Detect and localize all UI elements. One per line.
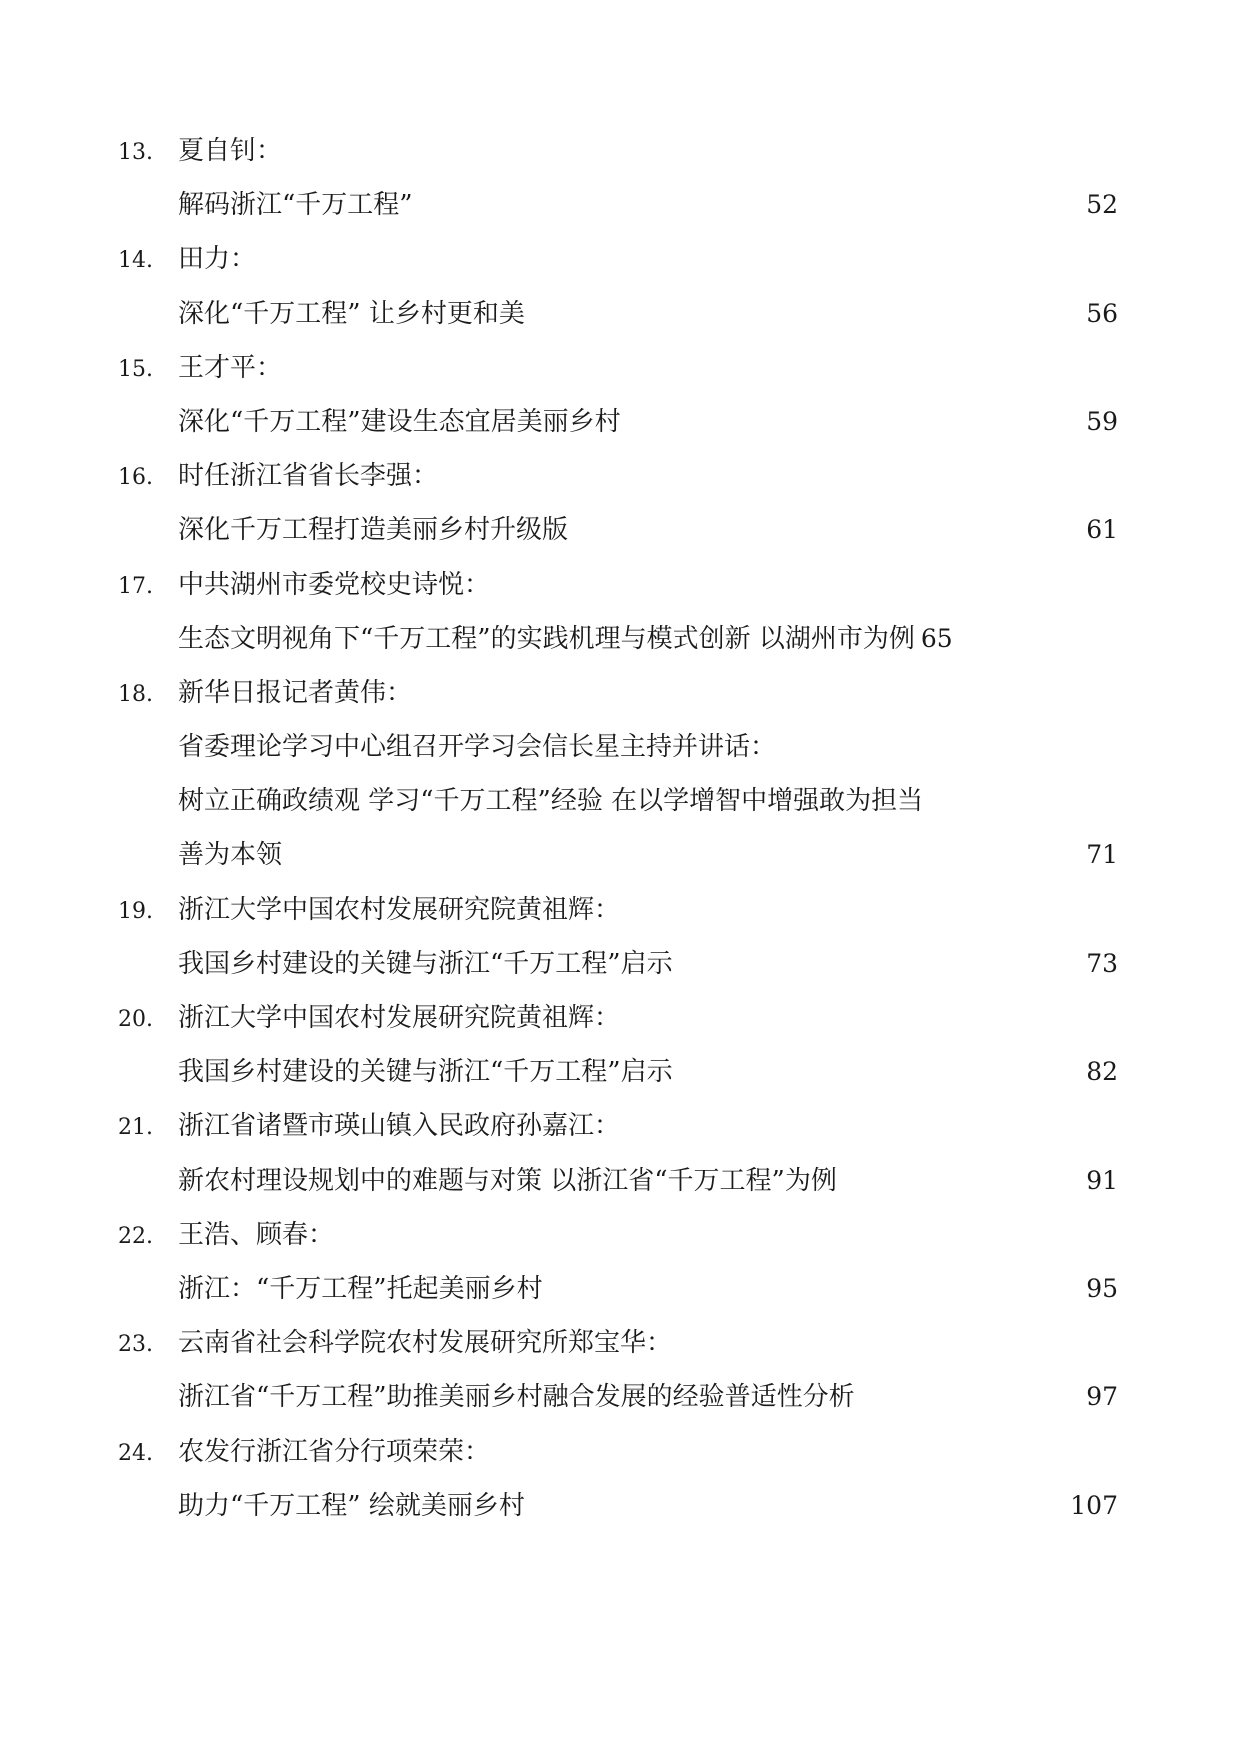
toc-entry-heading <box>118 1208 1118 1262</box>
toc-entry <box>118 1208 1118 1316</box>
toc-entry-title-line <box>118 1045 1118 1099</box>
toc-entry-number: 20. <box>118 1007 153 1032</box>
toc-entry-title-line <box>118 612 1118 666</box>
toc-entry-heading <box>118 1425 1118 1479</box>
toc-entry-title: 善为本领 <box>178 840 283 871</box>
toc-entry-title: 省委理论学习中心组召开学习会信长星主持并讲话： <box>178 732 777 763</box>
toc-entry-number: 13. <box>118 140 153 165</box>
toc-entry-title: 我国乡村建设的关键与浙江“千万工程”启示 <box>178 948 673 979</box>
toc-entry-title: 树立正确政绩观 学习“千万工程”经验 在以学增智中增强敢为担当 <box>178 786 924 817</box>
toc-entry-author: 王才平： <box>178 352 283 383</box>
toc-entry-number: 23. <box>118 1332 153 1358</box>
toc-entry-title: 深化千万工程打造美丽乡村升级版 <box>178 515 569 546</box>
toc-entry <box>118 666 1118 883</box>
toc-entry <box>118 341 1118 449</box>
toc-entry-author: 农发行浙江省分行项荣荣： <box>178 1436 491 1467</box>
toc-entry-number: 19. <box>118 898 153 924</box>
toc-entry-title-line <box>118 937 1118 991</box>
toc-entry-page-number: 56 <box>1086 298 1118 328</box>
toc-entry-author: 云南省社会科学院农村发展研究所郑宝华： <box>178 1328 673 1359</box>
toc-entry-number: 16. <box>118 465 153 491</box>
toc-entry-author: 夏自钊： <box>178 136 283 166</box>
toc-entry-number: 21. <box>118 1115 153 1141</box>
toc-entry <box>118 1099 1118 1207</box>
toc-entry-heading <box>118 1316 1118 1370</box>
toc-entry-number: 17. <box>118 573 153 599</box>
toc-entry <box>118 232 1118 340</box>
toc-entry-heading <box>118 124 1118 178</box>
toc-entry-number: 15. <box>118 356 153 382</box>
toc-entry-heading <box>118 991 1118 1045</box>
toc-entry <box>118 124 1118 232</box>
toc-entry-heading <box>118 1099 1118 1153</box>
toc-entry-title-line <box>118 720 1118 774</box>
toc-entry <box>118 1316 1118 1424</box>
toc-entry-heading <box>118 666 1118 720</box>
toc-entry-author: 浙江大学中国农村发展研究院黄祖辉： <box>178 894 621 925</box>
toc-entry-title-line <box>118 1154 1118 1208</box>
toc-entry-title: 生态文明视角下“千万工程”的实践机理与模式创新 以湖州市为例 <box>178 623 915 654</box>
toc-entry-heading <box>118 558 1118 612</box>
toc-entry <box>118 449 1118 557</box>
toc-entry-title-line <box>118 1370 1118 1424</box>
table-of-contents <box>118 124 1118 1533</box>
toc-entry-heading <box>118 232 1118 286</box>
toc-entry-title: 浙江：“千万工程”托起美丽乡村 <box>178 1273 543 1304</box>
toc-entry <box>118 558 1118 666</box>
toc-entry-page-number: 52 <box>1086 190 1118 220</box>
toc-entry-heading <box>118 449 1118 503</box>
toc-entry-title: 深化“千万工程”建设生态宜居美丽乡村 <box>178 406 621 437</box>
toc-entry-title-line <box>118 774 1118 828</box>
toc-entry <box>118 883 1118 991</box>
toc-entry-title: 新农村理设规划中的难题与对策 以浙江省“千万工程”为例 <box>178 1165 837 1196</box>
toc-entry-page-number: 107 <box>1070 1490 1118 1520</box>
toc-entry-title: 助力“千万工程” 绘就美丽乡村 <box>178 1490 525 1521</box>
toc-entry-author: 浙江省诸暨市瑛山镇入民政府孙嘉江： <box>178 1111 621 1142</box>
toc-entry-page-number: 71 <box>1086 840 1118 870</box>
toc-entry-page-number: 73 <box>1086 948 1118 978</box>
toc-entry-heading <box>118 341 1118 395</box>
toc-entry-number: 22. <box>118 1223 153 1249</box>
toc-entry-title-line <box>118 178 1118 232</box>
toc-entry-page-number: 82 <box>1086 1057 1118 1087</box>
toc-entry-title: 深化“千万工程” 让乡村更和美 <box>178 298 525 329</box>
toc-entry-title: 解码浙江“千万工程” <box>178 190 413 221</box>
toc-entry-author: 浙江大学中国农村发展研究院黄祖辉： <box>178 1003 621 1033</box>
toc-entry-number: 18. <box>118 681 153 707</box>
toc-entry-heading <box>118 883 1118 937</box>
toc-entry-number: 14. <box>118 248 153 274</box>
toc-entry-page-number: 61 <box>1086 515 1118 545</box>
toc-entry-author: 新华日报记者黄伟： <box>178 677 413 708</box>
toc-entry <box>118 991 1118 1099</box>
toc-entry-page-number: 91 <box>1086 1165 1118 1195</box>
toc-entry-title-line <box>118 503 1118 557</box>
toc-entry <box>118 1425 1118 1533</box>
toc-entry-title: 浙江省“千万工程”助推美丽乡村融合发展的经验普适性分析 <box>178 1382 855 1413</box>
toc-entry-page-number: 59 <box>1086 406 1118 436</box>
toc-entry-author: 中共湖州市委党校史诗悦： <box>178 569 491 600</box>
toc-entry-title-line <box>118 1479 1118 1533</box>
toc-entry-page-number: 95 <box>1086 1273 1118 1303</box>
toc-entry-title-line <box>118 1262 1118 1316</box>
toc-entry-author: 王浩、顾春： <box>178 1219 335 1250</box>
toc-entry-author: 时任浙江省省长李强： <box>178 461 439 492</box>
toc-entry-number: 24. <box>118 1440 153 1466</box>
toc-entry-author: 田力： <box>178 244 257 275</box>
toc-entry-page-number: 97 <box>1086 1382 1118 1412</box>
toc-entry-title: 我国乡村建设的关键与浙江“千万工程”启示 <box>178 1057 673 1088</box>
toc-entry-title-line <box>118 287 1118 341</box>
toc-entry-title-line <box>118 828 1118 882</box>
toc-entry-title-line <box>118 395 1118 449</box>
toc-entry-page-number: 65 <box>920 623 953 653</box>
